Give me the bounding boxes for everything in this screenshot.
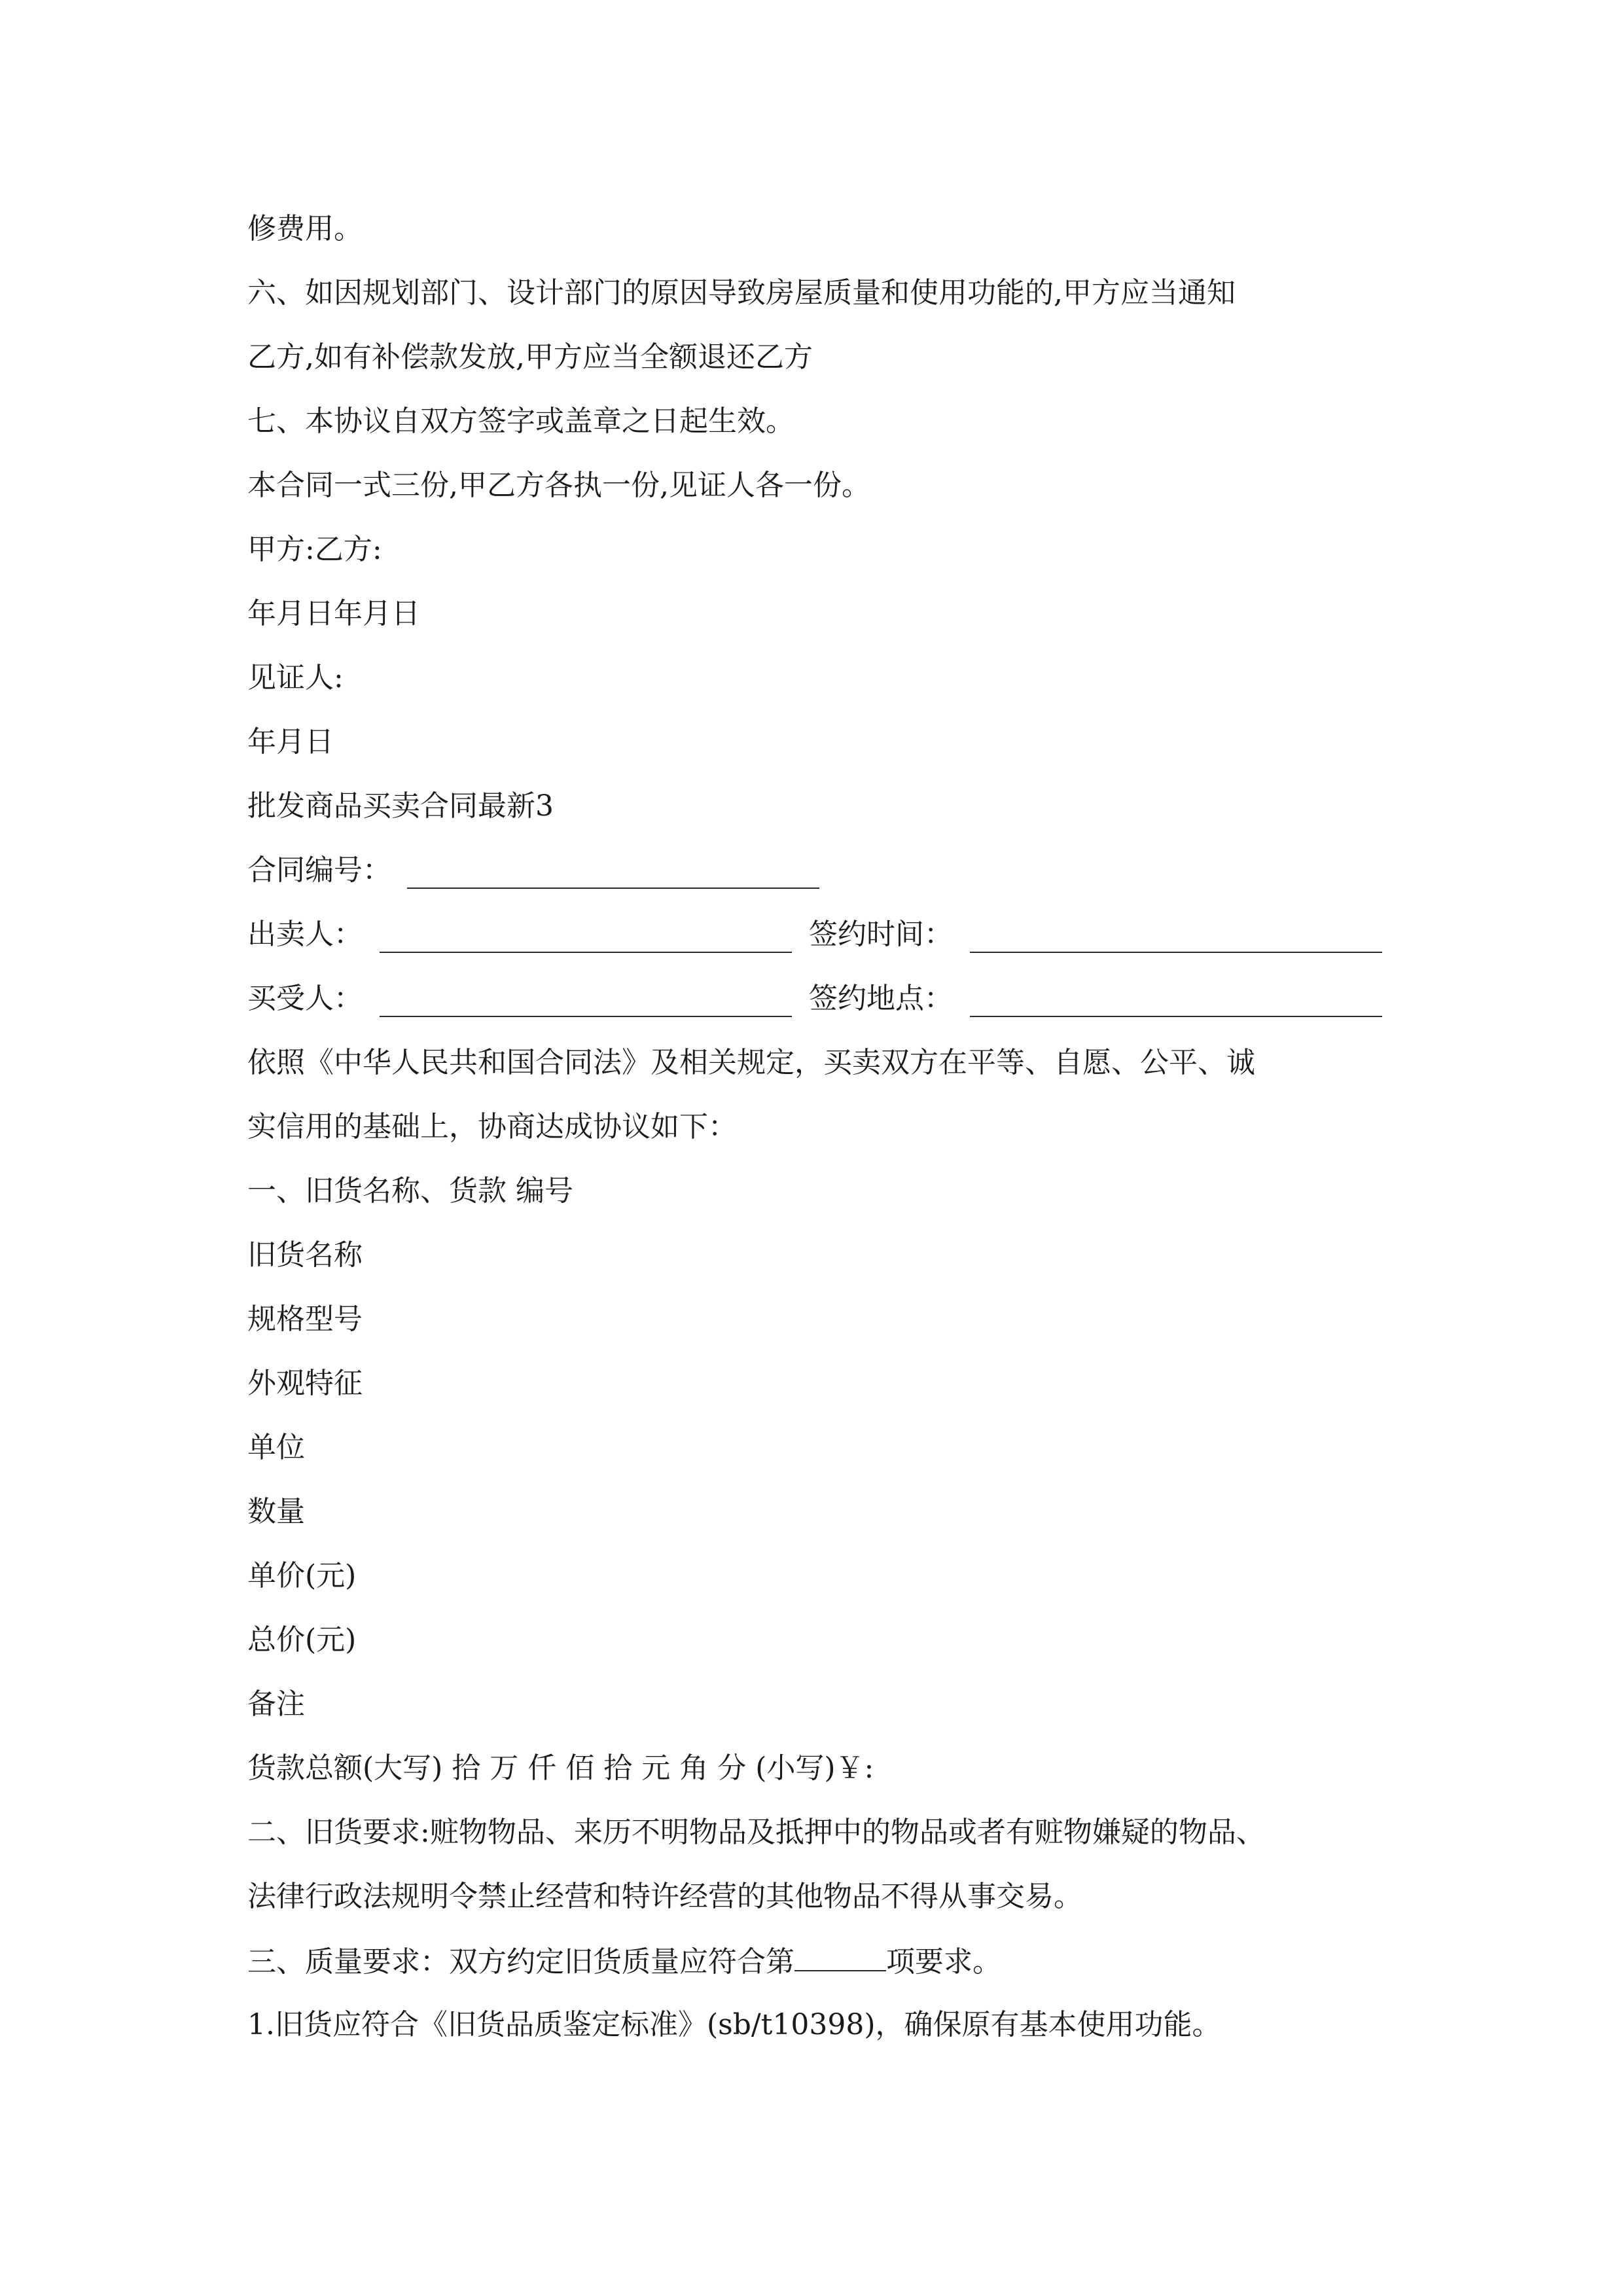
sign-place-blank[interactable] (970, 1016, 1382, 1017)
clause-heading: 一、旧货名称、货款 编号 (247, 1174, 573, 1208)
paragraph-line: 修费用。 (247, 212, 363, 245)
list-item: 单位 (247, 1431, 305, 1464)
section-title: 批发商品买卖合同最新3 (247, 789, 554, 823)
sign-place-label: 签约地点： (809, 982, 953, 1015)
witness-line: 见证人: (247, 661, 344, 694)
paragraph-line: 乙方,如有补偿款发放,甲方应当全额退还乙方 (247, 340, 813, 374)
clause-heading: 二、旧货要求:赃物物品、来历不明物品及抵押中的物品或者有赃物嫌疑的物品、 (247, 1816, 1265, 1849)
date-line: 年月日年月日 (247, 597, 420, 630)
contract-number-label: 合同编号： (247, 853, 391, 887)
party-signature-line: 甲方:乙方: (247, 533, 382, 566)
seller-blank[interactable] (380, 952, 792, 953)
list-item: 数量 (247, 1495, 305, 1528)
sign-time-blank[interactable] (970, 952, 1382, 953)
buyer-blank[interactable] (380, 1016, 792, 1017)
paragraph-line: 1.旧货应符合《旧货品质鉴定标准》(sb/t10398)，确保原有基本使用功能。 (247, 2008, 1221, 2041)
list-item: 备注 (247, 1687, 305, 1721)
buyer-label: 买受人： (247, 982, 363, 1015)
clause-heading (247, 1941, 1001, 1982)
list-item: 总价(元) (247, 1623, 357, 1657)
paragraph-line: 实信用的基础上，协商达成协议如下： (247, 1110, 737, 1143)
list-item: 外观特征 (247, 1367, 363, 1400)
paragraph-line: 本合同一式三份,甲乙方各执一份,见证人各一份。 (247, 469, 870, 502)
list-item: 规格型号 (247, 1302, 363, 1336)
paragraph-line: 六、如因规划部门、设计部门的原因导致房屋质量和使用功能的,甲方应当通知 (247, 276, 1236, 310)
date-line: 年月日 (247, 725, 334, 759)
list-item: 单价(元) (247, 1559, 357, 1592)
quality-item-blank[interactable] (794, 1941, 886, 1971)
quality-clause-prefix: 三、质量要求：双方约定旧货质量应符合第 (247, 1945, 794, 1979)
seller-label: 出卖人： (247, 918, 363, 951)
contract-number-blank[interactable] (407, 888, 819, 889)
list-item: 旧货名称 (247, 1238, 363, 1272)
sign-time-label: 签约时间： (809, 918, 953, 951)
payment-total-line: 货款总额(大写) 拾 万 仟 佰 拾 元 角 分 (小写)￥: (247, 1751, 874, 1785)
paragraph-line: 七、本协议自双方签字或盖章之日起生效。 (247, 404, 794, 438)
paragraph-line: 法律行政法规明令禁止经营和特许经营的其他物品不得从事交易。 (247, 1880, 1082, 1913)
paragraph-line: 依照《中华人民共和国合同法》及相关规定，买卖双方在平等、自愿、公平、诚 (247, 1046, 1255, 1079)
quality-clause-suffix: 项要求。 (886, 1945, 1001, 1979)
